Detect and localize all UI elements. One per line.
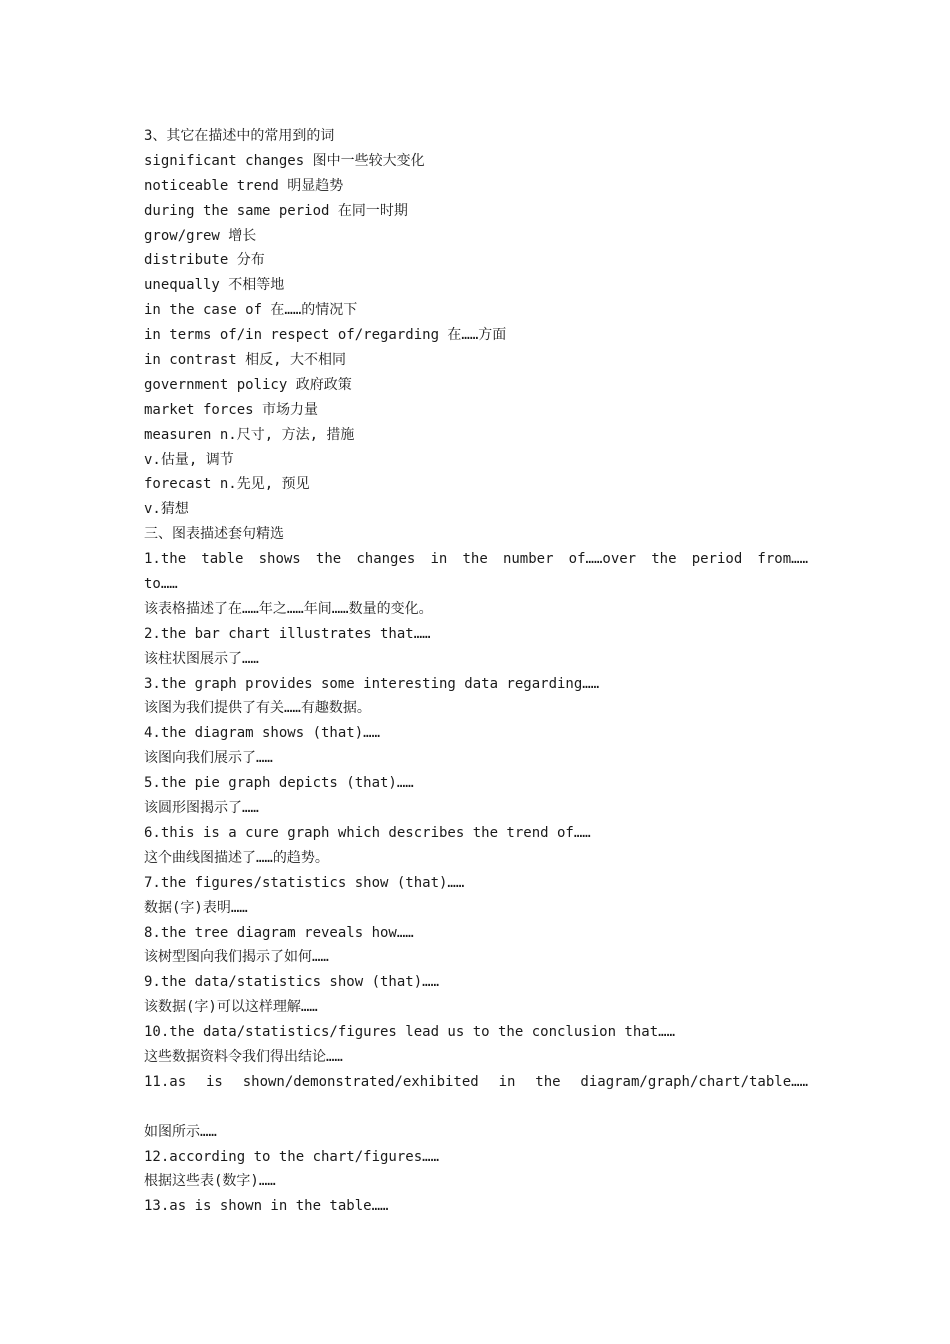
vocab-line: unequally 不相等地 — [144, 277, 285, 294]
phrase-line: 8.the tree diagram reveals how…… — [144, 924, 414, 941]
phrase-line: 1.the table shows the changes in the number of……over the period from…… — [144, 551, 808, 568]
vocab-line: measuren n.尺寸, 方法, 措施 — [144, 426, 355, 443]
translation-line: 该柱状图展示了…… — [144, 650, 259, 667]
vocab-line: distribute 分布 — [144, 252, 265, 269]
phrase-line: 5.the pie graph depicts (that)…… — [144, 775, 414, 792]
phrase-line: 9.the data/statistics show (that)…… — [144, 974, 440, 991]
translation-line: 这些数据资料令我们得出结论…… — [144, 1048, 343, 1065]
translation-line: 数据(字)表明…… — [144, 899, 248, 916]
vocab-line: government policy 政府政策 — [144, 376, 352, 393]
phrase-line: 4.the diagram shows (that)…… — [144, 725, 381, 742]
vocab-line: forecast n.先见, 预见 — [144, 476, 310, 493]
translation-line: 该表格描述了在……年之……年间……数量的变化。 — [144, 600, 433, 617]
section-heading: 三、图表描述套句精选 — [144, 526, 284, 543]
vocab-line: v.估量, 调节 — [144, 451, 234, 468]
phrase-line: to…… — [144, 576, 178, 593]
translation-line: 这个曲线图描述了……的趋势。 — [144, 849, 329, 866]
document-body — [144, 124, 808, 1219]
vocab-line: in the case of 在……的情况下 — [144, 302, 358, 319]
phrase-line: 7.the figures/statistics show (that)…… — [144, 874, 465, 891]
phrase-line: 11.as is shown/demonstrated/exhibited in the diagram/graph/chart/table…… — [144, 1073, 808, 1090]
phrase-line: 10.the data/statistics/figures lead us to the conclusion that…… — [144, 1024, 676, 1041]
vocab-line: market forces 市场力量 — [144, 401, 319, 418]
translation-line: 该圆形图揭示了…… — [144, 800, 259, 817]
translation-line: 如图所示…… — [144, 1123, 217, 1140]
phrase-line: 3.the graph provides some interesting data regarding…… — [144, 675, 600, 692]
vocab-line: in contrast 相反, 大不相同 — [144, 352, 347, 369]
translation-line: 该图向我们展示了…… — [144, 750, 273, 767]
vocab-line: significant changes 图中一些较大变化 — [144, 152, 425, 169]
phrase-line: 2.the bar chart illustrates that…… — [144, 625, 431, 642]
phrase-line: 6.this is a cure graph which describes the trend of…… — [144, 824, 591, 841]
vocab-line: noticeable trend 明显趋势 — [144, 177, 344, 194]
translation-line: 该数据(字)可以这样理解…… — [144, 999, 318, 1016]
translation-line: 该图为我们提供了有关……有趣数据。 — [144, 700, 371, 717]
blank-line — [144, 1095, 808, 1120]
vocab-line: grow/grew 增长 — [144, 227, 257, 244]
translation-line: 根据这些表(数字)…… — [144, 1173, 276, 1190]
vocab-line: v.猜想 — [144, 501, 189, 518]
translation-line: 该树型图向我们揭示了如何…… — [144, 949, 329, 966]
vocab-line: during the same period 在同一时期 — [144, 202, 408, 219]
phrase-line: 12.according to the chart/figures…… — [144, 1148, 440, 1165]
phrase-line: 13.as is shown in the table…… — [144, 1198, 389, 1215]
section-heading: 3、其它在描述中的常用到的词 — [144, 128, 335, 144]
vocab-line: in terms of/in respect of/regarding 在……方面 — [144, 327, 507, 344]
